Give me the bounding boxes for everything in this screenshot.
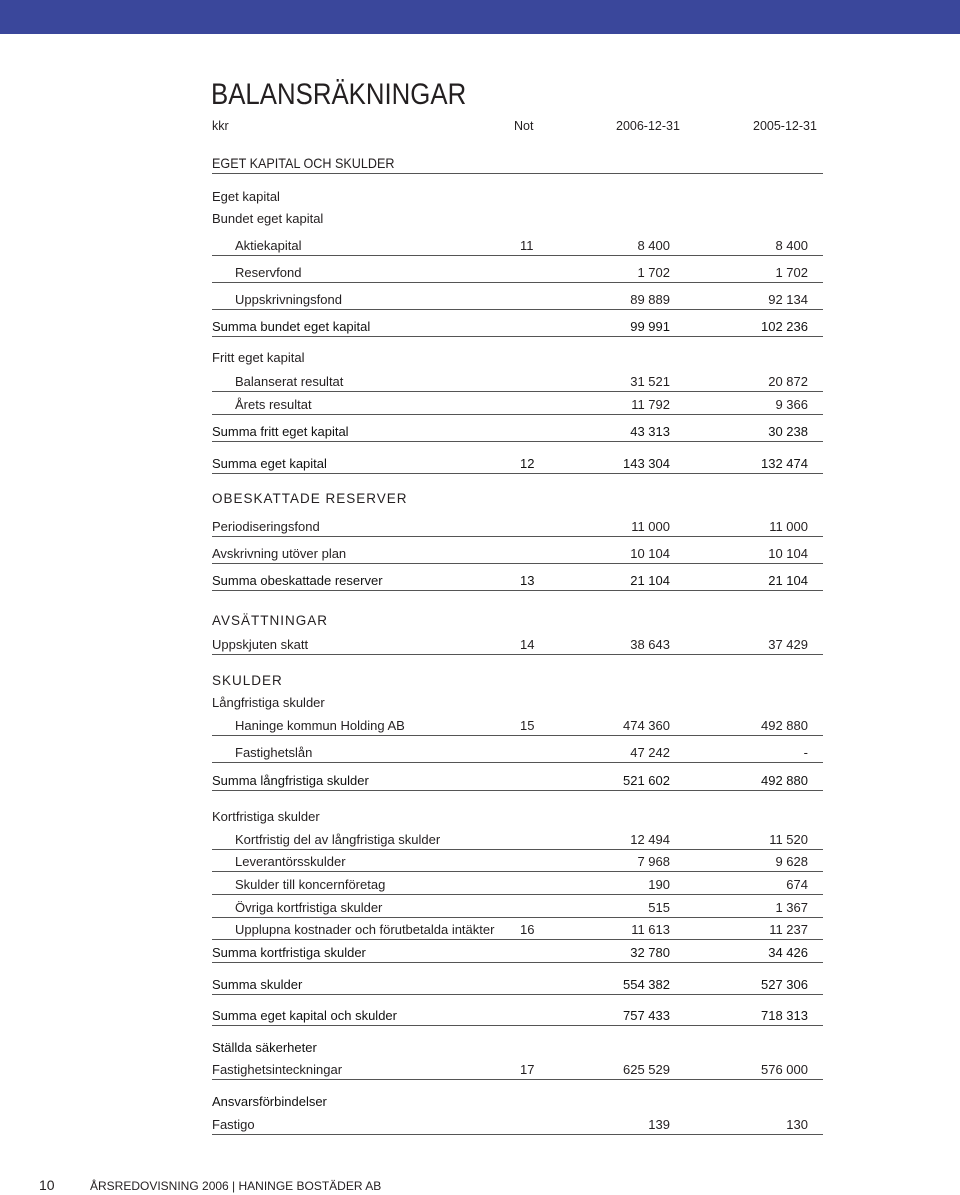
subheading-row — [212, 692, 823, 712]
row-label: Aktiekapital — [235, 238, 302, 253]
row-label: Skulder till koncernföretag — [235, 877, 386, 892]
row-value-2006: 190 — [648, 877, 670, 892]
row-note: 11 — [520, 238, 534, 253]
table-row — [212, 1059, 823, 1080]
sum-row — [212, 316, 823, 337]
row-label: Summa skulder — [212, 977, 303, 992]
row-value-2005: 30 238 — [768, 424, 808, 439]
column-header-2005: 2005-12-31 — [753, 119, 817, 133]
row-value-2005: 92 134 — [768, 292, 808, 307]
section-heading-row — [212, 670, 823, 690]
table-row — [212, 516, 823, 537]
table-row — [212, 289, 823, 310]
column-header-unit: kkr — [212, 119, 229, 133]
row-value-2006: 38 643 — [630, 637, 670, 652]
row-note: 16 — [520, 922, 535, 937]
row-label: AVSÄTTNINGAR — [212, 613, 329, 628]
row-label: EGET KAPITAL OCH SKULDER — [212, 155, 395, 171]
row-label: OBESKATTADE RESERVER — [212, 491, 408, 506]
row-label: Summa långfristiga skulder — [212, 773, 369, 788]
row-label: Ställda säkerheter — [212, 1040, 317, 1055]
row-label: Summa kortfristiga skulder — [212, 945, 366, 960]
column-header-not: Not — [514, 119, 534, 133]
row-value-2006: 139 — [648, 1117, 670, 1132]
row-value-2006: 143 304 — [623, 456, 670, 471]
row-value-2006: 8 400 — [637, 238, 670, 253]
table-row — [212, 262, 823, 283]
row-value-2005: 132 474 — [761, 456, 808, 471]
table-row — [212, 874, 823, 895]
row-label: Kortfristiga skulder — [212, 809, 320, 824]
table-row — [212, 394, 823, 415]
sum-row — [212, 974, 823, 995]
row-label: Leverantörsskulder — [235, 854, 346, 869]
row-label: Långfristiga skulder — [212, 695, 325, 710]
subheading-row — [212, 186, 823, 206]
row-label: Kortfristig del av långfristiga skulder — [235, 832, 441, 847]
subheading-row — [212, 347, 823, 367]
row-value-2006: 1 702 — [637, 265, 670, 280]
row-note: 14 — [520, 637, 535, 652]
table-row — [212, 829, 823, 850]
row-value-2006: 474 360 — [623, 718, 670, 733]
table-row — [212, 897, 823, 918]
row-value-2005: 11 237 — [769, 922, 808, 937]
row-value-2006: 89 889 — [630, 292, 670, 307]
row-value-2006: 12 494 — [630, 832, 670, 847]
top-color-bar — [0, 0, 960, 34]
row-value-2006: 625 529 — [623, 1062, 670, 1077]
row-value-2006: 32 780 — [630, 945, 670, 960]
row-label: Haninge kommun Holding AB — [235, 718, 405, 733]
row-value-2005: - — [803, 745, 808, 760]
row-label: Fritt eget kapital — [212, 350, 305, 365]
row-label: Periodiseringsfond — [212, 519, 320, 534]
row-label: Summa eget kapital — [212, 456, 327, 471]
row-value-2005: 34 426 — [768, 945, 808, 960]
row-label: Fastigo — [212, 1117, 255, 1132]
row-value-2005: 11 520 — [769, 832, 808, 847]
table-row — [212, 715, 823, 736]
row-value-2005: 37 429 — [768, 637, 808, 652]
row-value-2006: 31 521 — [630, 374, 670, 389]
row-value-2005: 21 104 — [768, 573, 808, 588]
row-note: 15 — [520, 718, 535, 733]
sum-row — [212, 770, 823, 791]
table-row — [212, 742, 823, 763]
row-value-2006: 7 968 — [637, 854, 670, 869]
row-value-2005: 1 367 — [775, 900, 808, 915]
row-value-2005: 11 000 — [769, 519, 808, 534]
row-label: Upplupna kostnader och förutbetalda intäkter — [235, 922, 495, 937]
row-value-2005: 492 880 — [761, 773, 808, 788]
subheading-row — [212, 806, 823, 826]
row-label: SKULDER — [212, 673, 283, 688]
subheading-row — [212, 1091, 823, 1111]
subheading-row — [212, 208, 823, 228]
row-label: Uppskjuten skatt — [212, 637, 309, 652]
table-row — [212, 371, 823, 392]
sum-row — [212, 942, 823, 963]
row-note: 12 — [520, 456, 535, 471]
row-value-2006: 10 104 — [630, 546, 670, 561]
sum-row — [212, 421, 823, 442]
row-value-2006: 47 242 — [630, 745, 670, 760]
row-label: Övriga kortfristiga skulder — [235, 900, 383, 915]
row-label: Årets resultat — [235, 397, 312, 412]
row-value-2005: 718 313 — [761, 1008, 808, 1023]
row-value-2006: 11 613 — [631, 922, 670, 937]
row-label: Bundet eget kapital — [212, 211, 324, 226]
table-row — [212, 1114, 823, 1135]
row-label: Ansvarsförbindelser — [212, 1094, 327, 1109]
table-row — [212, 634, 823, 655]
sum-row — [212, 453, 823, 474]
row-value-2005: 1 702 — [775, 265, 808, 280]
row-value-2005: 576 000 — [761, 1062, 808, 1077]
row-value-2005: 9 366 — [775, 397, 808, 412]
page-number: 10 — [39, 1177, 55, 1193]
row-label: Avskrivning utöver plan — [212, 546, 347, 561]
table-row — [212, 919, 823, 940]
sum-row — [212, 1005, 823, 1026]
row-value-2006: 11 792 — [631, 397, 670, 412]
row-label: Eget kapital — [212, 189, 280, 204]
row-label: Fastighetslån — [235, 745, 313, 760]
subheading-row — [212, 1037, 823, 1057]
row-value-2006: 99 991 — [630, 319, 670, 334]
row-label: Summa obeskattade reserver — [212, 573, 383, 588]
row-value-2006: 554 382 — [623, 977, 670, 992]
table-row — [212, 851, 823, 872]
row-value-2005: 527 306 — [761, 977, 808, 992]
row-value-2006: 521 602 — [623, 773, 670, 788]
row-value-2005: 8 400 — [775, 238, 808, 253]
row-value-2005: 492 880 — [761, 718, 808, 733]
row-label: Reservfond — [235, 265, 302, 280]
row-value-2005: 9 628 — [775, 854, 808, 869]
row-value-2006: 515 — [648, 900, 670, 915]
row-label: Summa fritt eget kapital — [212, 424, 349, 439]
row-value-2006: 11 000 — [631, 519, 670, 534]
row-value-2005: 102 236 — [761, 319, 808, 334]
row-value-2005: 130 — [786, 1117, 808, 1132]
table-row — [212, 543, 823, 564]
row-value-2005: 674 — [786, 877, 808, 892]
row-label: Uppskrivningsfond — [235, 292, 342, 307]
section-heading-row — [212, 153, 823, 174]
row-value-2006: 757 433 — [623, 1008, 670, 1023]
row-note: 17 — [520, 1062, 535, 1077]
page-title: BALANSRÄKNINGAR — [211, 78, 467, 111]
section-heading-row — [212, 610, 823, 630]
footer-text: ÅRSREDOVISNING 2006 | HANINGE BOSTÄDER AB — [90, 1179, 382, 1193]
row-label: Summa bundet eget kapital — [212, 319, 371, 334]
row-value-2005: 10 104 — [768, 546, 808, 561]
table-row — [212, 235, 823, 256]
row-label: Summa eget kapital och skulder — [212, 1008, 397, 1023]
row-value-2006: 43 313 — [630, 424, 670, 439]
column-header-2006: 2006-12-31 — [616, 119, 680, 133]
row-value-2005: 20 872 — [768, 374, 808, 389]
row-label: Balanserat resultat — [235, 374, 344, 389]
row-note: 13 — [520, 573, 535, 588]
sum-row — [212, 570, 823, 591]
row-label: Fastighetsinteckningar — [212, 1062, 343, 1077]
section-heading-row — [212, 488, 823, 508]
row-value-2006: 21 104 — [630, 573, 670, 588]
